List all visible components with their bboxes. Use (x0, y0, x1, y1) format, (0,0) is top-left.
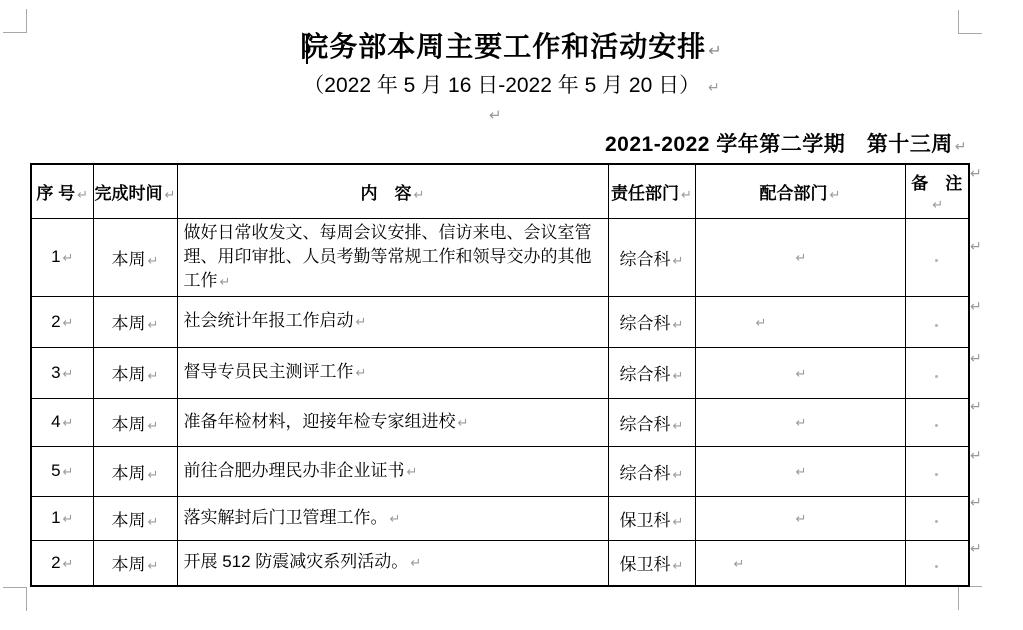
document-subtitle[interactable] (0, 71, 1023, 102)
work-schedule-table[interactable] (30, 163, 970, 587)
paragraph-mark-icon: ↵ (62, 365, 74, 381)
cell-coop[interactable] (695, 296, 905, 347)
cell-coop[interactable] (695, 347, 905, 398)
cell-note[interactable] (905, 218, 969, 296)
paragraph-mark-icon: ↵ (355, 314, 367, 329)
paragraph-mark-icon: ↵ (708, 43, 723, 60)
paragraph-mark-icon: ↵ (62, 511, 74, 526)
cell-dept[interactable]: 保卫科 ↵ (608, 496, 695, 540)
cell-note[interactable] (905, 540, 969, 586)
paragraph-mark-icon: ↵ (147, 558, 159, 574)
paragraph-mark-icon: ↵ (489, 107, 502, 124)
cell-dept[interactable]: 综合科 ↵ (608, 446, 695, 496)
cell-content[interactable]: 落实解封后门卫管理工作。 ↵ (177, 496, 608, 540)
paragraph-mark-icon: ↵ (795, 250, 807, 265)
row-end-paragraph-mark-icon: ↵ (970, 447, 982, 463)
cell-end-mark-icon (935, 375, 938, 378)
document-title[interactable] (0, 30, 1023, 69)
cell-content[interactable]: 开展 512 防震减灾系列活动。 ↵ (177, 540, 608, 586)
row-end-paragraph-mark-icon: ↵ (970, 350, 982, 366)
paragraph-mark-icon: ↵ (62, 415, 74, 430)
cell-content[interactable]: 做好日常收发文、每周会议安排、信访来电、会议室管理、用印审批、人员考勤等常规工作和领导交办的其他工作 ↵ (177, 218, 608, 296)
cell-dept[interactable]: 综合科 ↵ (608, 398, 695, 446)
paragraph-mark-icon: ↵ (147, 513, 159, 529)
paragraph-mark-icon: ↵ (62, 464, 74, 479)
paragraph-mark-icon: ↵ (164, 186, 176, 202)
paragraph-mark-icon: ↵ (932, 196, 944, 212)
cell-content[interactable]: 督导专员民主测评工作 ↵ (177, 347, 608, 398)
cell-time[interactable]: 本周 ↵ (93, 496, 177, 540)
row-end-paragraph-mark-icon: ↵ (970, 540, 982, 556)
paragraph-mark-icon: ↵ (795, 415, 807, 430)
paragraph-mark-icon: ↵ (707, 79, 720, 95)
cell-coop[interactable] (695, 218, 905, 296)
paragraph-mark-icon: ↵ (733, 555, 745, 571)
paragraph-mark-icon: ↵ (795, 511, 807, 526)
cell-end-mark-icon (935, 520, 938, 523)
header-note: 备 注↵ (905, 164, 969, 218)
cell-content[interactable]: 社会统计年报工作启动 ↵ (177, 296, 608, 347)
cell-coop[interactable] (695, 446, 905, 496)
paragraph-mark-icon: ↵ (829, 186, 841, 202)
paragraph-mark-icon: ↵ (681, 186, 692, 202)
header-dept: 责任部门 ↵ (608, 164, 695, 218)
paragraph-mark-icon: ↵ (672, 252, 684, 268)
document-title-text: 院务部本周主要工作和活动安排 (300, 31, 707, 62)
paragraph-mark-icon: ↵ (672, 417, 684, 433)
table-row (31, 446, 969, 496)
cell-end-mark-icon (935, 473, 938, 476)
paragraph-mark-icon: ↵ (62, 314, 74, 330)
cell-coop[interactable] (695, 496, 905, 540)
paragraph-mark-icon: ↵ (672, 513, 684, 529)
paragraph-mark-icon: ↵ (755, 314, 767, 330)
cell-dept[interactable]: 保卫科 ↵ (608, 540, 695, 586)
cell-dept[interactable]: 综合科 ↵ (608, 218, 695, 296)
paragraph-mark-icon: ↵ (389, 510, 401, 526)
paragraph-mark-icon: ↵ (147, 368, 159, 383)
row-end-paragraph-mark-icon: ↵ (970, 238, 982, 254)
cell-end-mark-icon (935, 424, 938, 427)
paragraph-mark-icon: ↵ (406, 463, 418, 479)
cell-note[interactable] (905, 446, 969, 496)
paragraph-mark-icon: ↵ (954, 138, 967, 154)
cell-end-mark-icon (935, 259, 938, 262)
paragraph-mark-icon: ↵ (147, 466, 159, 482)
cell-time[interactable]: 本周 ↵ (93, 398, 177, 446)
paragraph-mark-icon: ↵ (672, 466, 684, 482)
cell-seq[interactable]: 4 ↵ (31, 398, 93, 446)
semester-week-text: 2021-2022 学年第二学期 第十三周 (605, 133, 953, 156)
paragraph-mark-icon: ↵ (672, 368, 684, 383)
cell-dept[interactable]: 综合科 ↵ (608, 296, 695, 347)
cell-content[interactable]: 前往合肥办理民办非企业证书 ↵ (177, 446, 608, 496)
semester-week-line[interactable] (605, 131, 967, 160)
paragraph-mark-icon: ↵ (147, 252, 159, 268)
header-content: 内 容 ↵ (177, 164, 608, 218)
table-row (31, 496, 969, 540)
cell-end-mark-icon (935, 565, 938, 568)
cell-time[interactable]: 本周 ↵ (93, 347, 177, 398)
paragraph-mark-icon: ↵ (147, 317, 159, 332)
cell-seq[interactable]: 3 ↵ (31, 347, 93, 398)
paragraph-mark-icon: ↵ (457, 414, 469, 430)
cell-seq[interactable]: 2 ↵ (31, 296, 93, 347)
row-end-paragraph-mark-icon: ↵ (970, 494, 982, 510)
row-end-paragraph-mark-icon: ↵ (970, 398, 982, 414)
cell-seq[interactable]: 2 ↵ (31, 540, 93, 586)
paragraph-mark-icon: ↵ (219, 273, 231, 289)
header-seq: 序 号 ↵ (31, 164, 93, 218)
cell-seq[interactable]: 1 ↵ (31, 218, 93, 296)
paragraph-mark-icon: ↵ (62, 555, 74, 571)
paragraph-mark-icon: ↵ (413, 186, 425, 202)
cell-note[interactable] (905, 398, 969, 446)
table-row (31, 218, 969, 296)
row-end-paragraph-mark-icon: ↵ (970, 298, 982, 314)
header-coop: 配合部门 ↵ (695, 164, 905, 218)
paragraph-mark-icon: ↵ (62, 250, 74, 265)
cell-seq[interactable]: 5 ↵ (31, 446, 93, 496)
cell-content[interactable]: 准备年检材料，迎接年检专家组进校 ↵ (177, 398, 608, 446)
text-boundary-mark-bottom-right-icon (958, 586, 982, 610)
cell-coop[interactable] (695, 398, 905, 446)
paragraph-mark-icon: ↵ (795, 464, 807, 479)
cell-dept[interactable]: 综合科 ↵ (608, 347, 695, 398)
cell-time[interactable]: 本周 ↵ (93, 446, 177, 496)
cell-seq[interactable]: 1 ↵ (31, 496, 93, 540)
table-row (31, 347, 969, 398)
cell-time[interactable]: 本周 ↵ (93, 540, 177, 586)
paragraph-mark-icon: ↵ (672, 317, 684, 332)
paragraph-mark-icon: ↵ (77, 186, 89, 202)
row-end-paragraph-mark-icon: ↵ (970, 165, 982, 181)
cell-time[interactable]: 本周 ↵ (93, 296, 177, 347)
text-boundary-mark-bottom-left-icon (3, 587, 27, 611)
paragraph-mark-icon: ↵ (355, 365, 367, 380)
table-row (31, 540, 969, 586)
paragraph-mark-icon: ↵ (672, 558, 684, 574)
cell-time[interactable]: 本周 ↵ (93, 218, 177, 296)
cell-note[interactable] (905, 347, 969, 398)
table-row (31, 296, 969, 347)
cell-end-mark-icon (935, 324, 938, 327)
header-time: 完成时间 ↵ (93, 164, 177, 218)
cell-coop[interactable] (695, 540, 905, 586)
cell-note[interactable] (905, 496, 969, 540)
paragraph-mark-icon: ↵ (410, 555, 422, 571)
cell-note[interactable] (905, 296, 969, 347)
document-subtitle-text: （2022 年 5 月 16 日-2022 年 5 月 20 日） (303, 74, 701, 97)
paragraph-mark-icon: ↵ (795, 365, 807, 381)
paragraph-mark-icon: ↵ (147, 417, 159, 433)
table-header-row (31, 164, 969, 218)
table-row (31, 398, 969, 446)
